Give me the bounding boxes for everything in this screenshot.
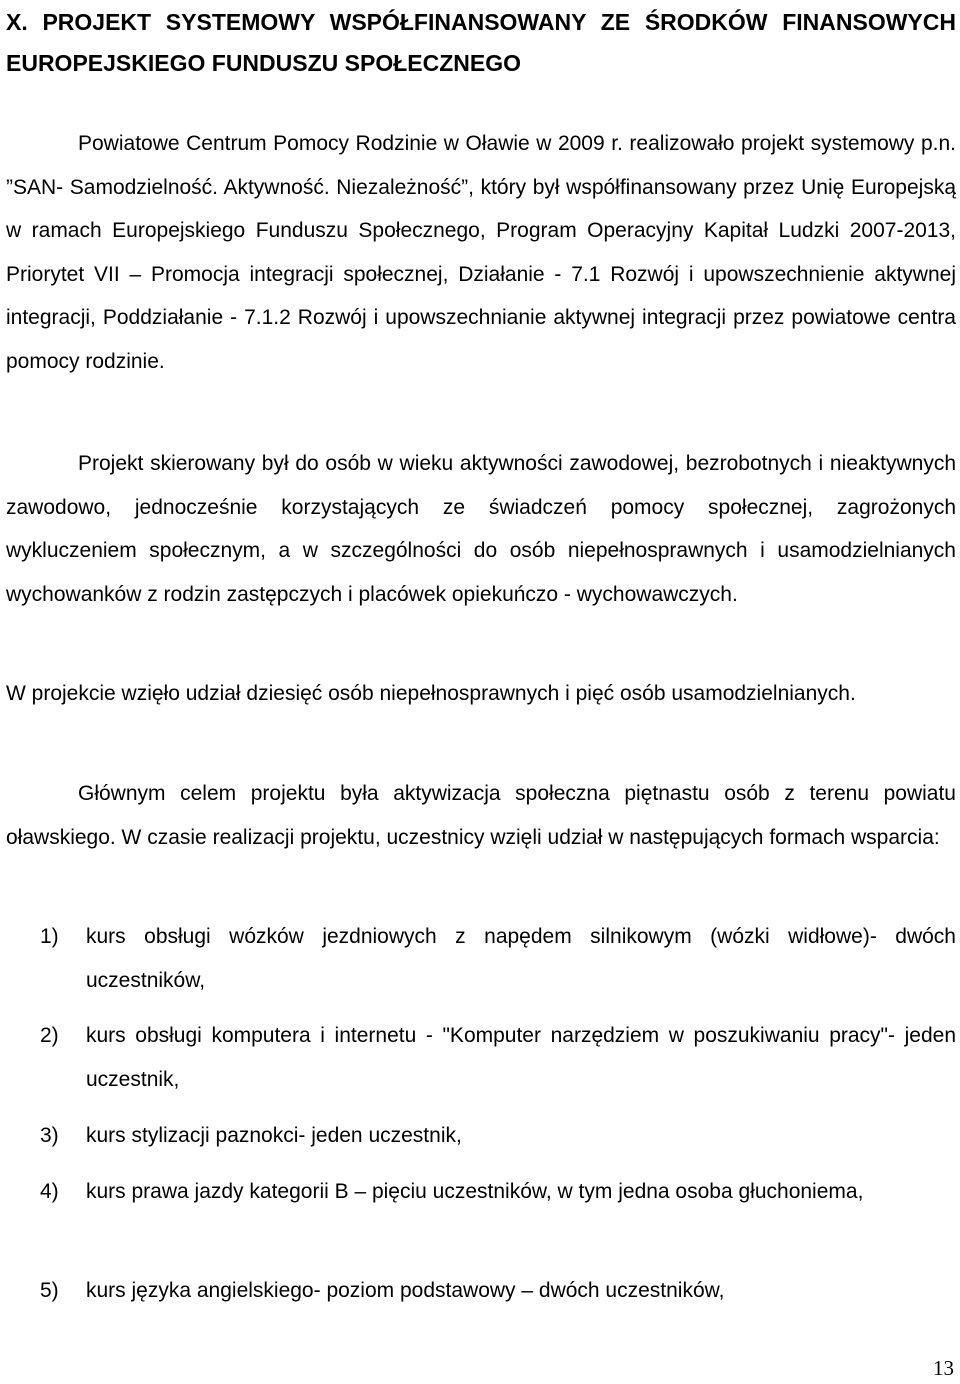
paragraph-project-intro: Powiatowe Centrum Pomocy Rodzinie w Oławie w 2009 r. realizowało projekt systemowy p.n. ”SAN- Samodzielność. Aktywność. Niezależność”, który był współfinansowany przez Unię Europejską w ramach Europejskiego Funduszu Społecznego, Program Operacyjny Kapitał Ludzki 2007-2013, Priorytet VII – Promocja integracji społecznej, Działanie - 7.1 Rozwój i upowszechnienie aktywnej integracji, Poddziałanie - 7.1.2 Rozwój i upowszechnianie aktywnej integracji przez powiatowe centra pomocy rodzinie. xyxy=(6,132,956,373)
list-item-number: 3) xyxy=(40,1124,59,1147)
paragraph-participants: W projekcie wzięło udział dziesięć osób niepełnosprawnych i pięć osób usamodzielnianych. xyxy=(6,682,856,705)
list-item-number: 4) xyxy=(40,1180,59,1203)
list-item-text: kurs stylizacji paznokci- jeden uczestnik, xyxy=(86,1124,462,1147)
list-item xyxy=(6,1114,956,1158)
section-heading: X. PROJEKT SYSTEMOWY WSPÓŁFINANSOWANY ZE ŚRODKÓW FINANSOWYCH EUROPEJSKIEGO FUNDUSZU SPOŁECZNEGO xyxy=(6,9,956,76)
list-item-number: 1) xyxy=(40,925,59,948)
list-item-text: kurs prawa jazdy kategorii B – pięciu uczestników, w tym jedna osoba głuchoniema, xyxy=(86,1180,864,1203)
list-item xyxy=(6,1170,956,1214)
list-item-text: kurs języka angielskiego- poziom podstawowy – dwóch uczestników, xyxy=(86,1279,725,1302)
list-item-number: 2) xyxy=(40,1024,59,1047)
list-item xyxy=(6,1269,956,1313)
list-item-text: kurs obsługi wózków jezdniowych z napędem silnikowym (wózki widłowe)- dwóch uczestników, xyxy=(86,925,956,992)
list-item xyxy=(6,1014,956,1101)
page-number: 13 xyxy=(933,1356,954,1380)
list-item-number: 5) xyxy=(40,1279,59,1302)
paragraph-main-goal: Głównym celem projektu była aktywizacja społeczna piętnastu osób z terenu powiatu oławskiego. W czasie realizacji projektu, uczestnicy wzięli udział w następujących formach wsparcia: xyxy=(6,782,956,849)
list-item-text: kurs obsługi komputera i internetu - "Komputer narzędziem w poszukiwaniu pracy"- jeden uczestnik, xyxy=(86,1024,956,1091)
list-item xyxy=(6,915,956,1002)
paragraph-target-group: Projekt skierowany był do osób w wieku aktywności zawodowej, bezrobotnych i nieaktywnych zawodowo, jednocześnie korzystających ze świadczeń pomocy społecznej, zagrożonych wykluczeniem społecznym, a w szczególności do osób niepełnosprawnych i usamodzielnianych wychowanków z rodzin zastępczych i placówek opiekuńczo - wychowawczych. xyxy=(6,452,956,606)
